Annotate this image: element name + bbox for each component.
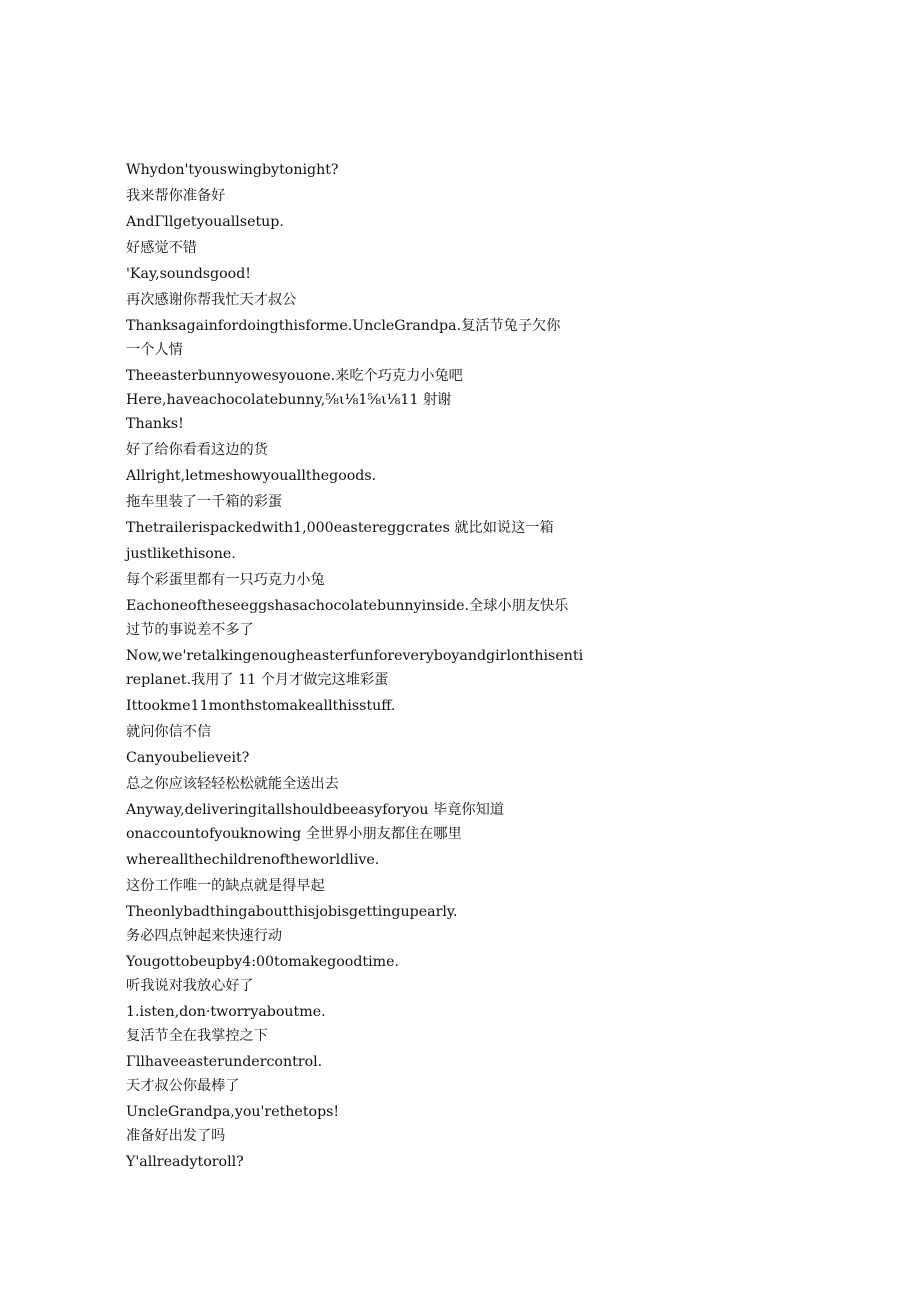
transcript-line: 听我说对我放心好了	[126, 978, 254, 994]
transcript-line: 这份工作唯一的缺点就是得早起	[126, 878, 325, 894]
transcript-line: Γllhaveeasterundercontrol.	[126, 1054, 323, 1070]
transcript-line: Ittookme11monthstomakeallthisstuff.	[126, 698, 396, 714]
transcript-line: replanet.我用了 11 个月才做完这堆彩蛋	[126, 672, 389, 688]
transcript-line: 就问你信不信	[126, 724, 212, 740]
transcript-line: 复活节全在我掌控之下	[126, 1028, 268, 1044]
transcript-line: 拖车里装了一千箱的彩蛋	[126, 494, 283, 510]
transcript-line: Thetrailerispackedwith1,000eastereggcrates 就比如说这一箱	[126, 520, 554, 536]
transcript-line: Whydon'tyouswingbytonight?	[126, 162, 339, 178]
transcript-line: Here,haveachocolatebunny,⅝ι⅛1⅝ι⅛11 射谢	[126, 392, 452, 408]
transcript-line: 我来帮你准备好	[126, 188, 226, 204]
transcript-line: Thanksagainfordoingthisforme.UncleGrandpa.复活节兔子欠你	[126, 318, 561, 334]
transcript-line: 过节的事说差不多了	[126, 622, 254, 638]
transcript-line: Thanks!	[126, 416, 184, 432]
transcript-line: onaccountofyouknowing 全世界小朋友都住在哪里	[126, 826, 462, 842]
transcript-line: Y'allreadytoroll?	[126, 1154, 244, 1170]
transcript-line: whereallthechildrenoftheworldlive.	[126, 852, 380, 868]
transcript-line: Theonlybadthingaboutthisjobisgettingupearly.	[126, 904, 458, 920]
transcript-line: Now,we'retalkingenougheasterfunforeveryboyandgirlonthisenti	[126, 648, 584, 664]
transcript-line: 再次感谢你帮我忙天才叔公	[126, 292, 297, 308]
transcript-line: 每个彩蛋里都有一只巧克力小兔	[126, 572, 325, 588]
transcript-line: UncleGrandpa,you'rethetops!	[126, 1104, 340, 1120]
transcript-line: 总之你应该轻轻松松就能全送出去	[126, 776, 339, 792]
transcript-line: Eachoneoftheseeggshasachocolatebunnyinside.全球小朋友快乐	[126, 598, 569, 614]
transcript-line: 准备好出发了吗	[126, 1128, 226, 1144]
transcript-line: Anyway,deliveringitallshouldbeeasyforyou 毕竟你知道	[126, 802, 504, 818]
transcript-line: Allright,letmeshowyouallthegoods.	[126, 468, 377, 484]
transcript-line: 好了给你看看这边的货	[126, 442, 268, 458]
transcript-line: Yougottobeupby4:00tomakegoodtime.	[126, 954, 400, 970]
transcript-line: 'Kay,soundsgood!	[126, 266, 252, 282]
transcript-line: 1.isten,don·tworryaboutme.	[126, 1004, 326, 1020]
transcript-line: Canyoubelieveit?	[126, 750, 250, 766]
transcript-line: justlikethisone.	[126, 546, 236, 562]
transcript-line: Theeasterbunnyowesyouone.来吃个巧克力小兔吧	[126, 368, 463, 384]
transcript-line: 一个人情	[126, 342, 183, 358]
transcript-text	[126, 158, 584, 1174]
transcript-line: 好感觉不错	[126, 240, 197, 256]
transcript-line: 天才叔公你最棒了	[126, 1078, 240, 1094]
transcript-line: 务必四点钟起来快速行动	[126, 928, 283, 944]
transcript-line: AndΓllgetyouallsetup.	[126, 214, 284, 230]
